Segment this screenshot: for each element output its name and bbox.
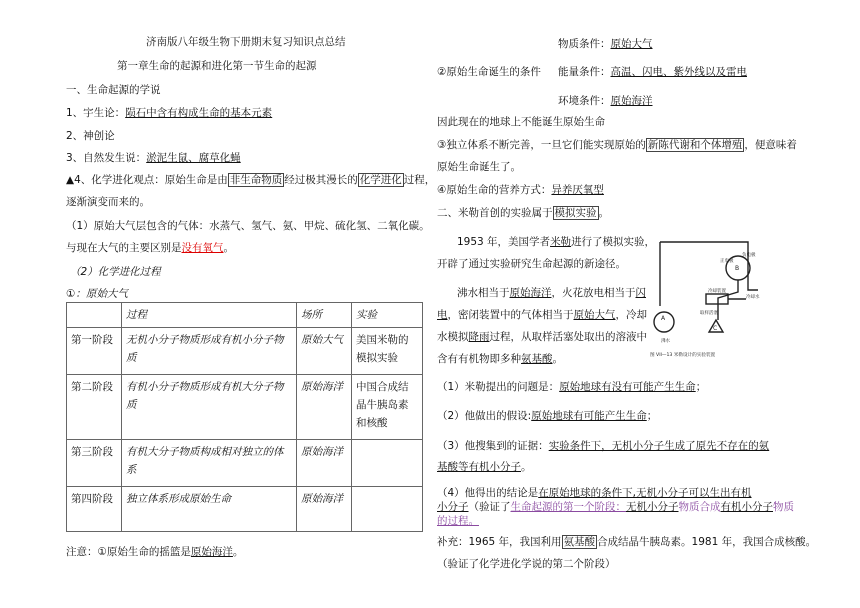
text-span: 米勒 [550, 236, 572, 248]
text-span: 环境条件： [558, 95, 611, 107]
text-span: 有机小分子 [720, 501, 773, 513]
keyword-box: 氨基酸 [563, 536, 596, 548]
table-header-cell: 场所 [297, 303, 352, 328]
point-3-cont: 原始生命诞生了。 [437, 161, 521, 173]
text-span: 物质条件： [558, 38, 611, 50]
keyword-box: 新陈代谢和个体增殖 [647, 139, 743, 151]
text-span: ，冷却 [615, 309, 647, 321]
table-cell: 无机小分子物质形成有机小分子物质 [122, 328, 297, 375]
chapter-subtitle: 第一章生命的起源和进化第一节生命的起源 [117, 60, 317, 72]
text-span: 1953 年，美国学者 [457, 236, 551, 248]
label-a: A [661, 315, 666, 322]
keyword-box: 化学进化 [359, 174, 402, 186]
supplement-line [437, 536, 816, 549]
condition-intro: ②原始生命诞生的条件 [437, 66, 541, 78]
label-b: B [735, 265, 740, 272]
table-header-cell [67, 303, 122, 328]
text-span: 与现在大气的主要区别是 [66, 242, 182, 254]
condition-material [558, 38, 653, 51]
text-span: ，火花放电相当于 [551, 287, 636, 299]
text-span: 氨基酸 [521, 353, 553, 365]
item-label: 1、宇生论： [66, 107, 126, 119]
table-cell: 第一阶段 [67, 328, 122, 375]
label-positive-electrode: 正电极 [720, 259, 734, 264]
text-span: 。 [552, 353, 563, 365]
table-cell: 第四阶段 [67, 487, 122, 532]
label-c: C [713, 325, 718, 332]
text-span: ，密闭装置中的气体相当于 [447, 309, 574, 321]
table-cell: 有机小分子物质形成有机大分子物质 [122, 375, 297, 440]
section-heading-2 [437, 207, 609, 220]
text-span: （3）他搜集到的证据： [437, 440, 549, 452]
question-4 [437, 487, 752, 500]
text-span: 原始大气 [610, 38, 653, 50]
point-4 [437, 184, 604, 197]
item-spontaneous-generation [66, 152, 241, 165]
text-span: 能量条件： [558, 66, 611, 78]
label-negative-electrode: 负电极 [742, 253, 756, 258]
table-cell: 原始海洋 [297, 375, 352, 440]
text-span: 基酸等有机小分子 [437, 461, 521, 473]
text-span: ④原始生命的营养方式： [437, 184, 552, 196]
question-1 [437, 381, 706, 394]
text-span: 原始大气 [573, 309, 616, 321]
keyword-box: 模拟实验 [554, 207, 597, 219]
text-span: 生命起源的第一个阶段： [510, 501, 626, 513]
text-span: 降雨 [468, 331, 490, 343]
table-cell: 原始大气 [297, 328, 352, 375]
text-span: 二、米勒首创的实验属于 [437, 207, 553, 219]
text-span: 。 [521, 461, 532, 473]
text-span: 过程， [403, 174, 436, 186]
label-sample-valve: 取样活塞 [700, 311, 718, 316]
label-cold-water: 冷却水 [746, 295, 760, 300]
text-span: 物质 [773, 501, 794, 513]
text-span: 水模拟 [437, 331, 469, 343]
question-2 [437, 410, 657, 423]
note-underline: 原始海洋 [190, 546, 233, 558]
text-span: 沸水相当于 [457, 287, 510, 299]
text-span: 小分子 [437, 501, 469, 513]
text-span: 。 [598, 207, 609, 219]
table-row [67, 440, 423, 487]
label-condenser: 冷却装置 [708, 289, 726, 294]
table-cell: 原始海洋 [297, 440, 352, 487]
text-span: 电 [437, 309, 448, 321]
text-span: 物质合成 [678, 501, 721, 513]
text-span: 的过程。 [437, 515, 479, 527]
item-chemical-evolution-cont: 逐渐演变而来的。 [66, 196, 150, 208]
item-text: 淤泥生鼠、腐草化蝇 [146, 152, 241, 164]
text-span: ③独立体系不断完善，一旦它们能实现原始的 [437, 139, 646, 151]
gas-line-2 [66, 242, 234, 255]
item-cosmic-origin [66, 107, 272, 120]
text-span: （2）他做出的假设: [437, 410, 532, 422]
table-cell: 第三阶段 [67, 440, 122, 487]
text-span: （4）他得出的结论是 [437, 487, 539, 499]
process-item: ①：原始大气 [66, 288, 128, 300]
item-text: 陨石中含有构成生命的基本元素 [125, 107, 273, 119]
table-row [67, 375, 423, 440]
item-label: 3、自然发生说： [66, 152, 147, 164]
section-heading-1: 一、生命起源的学说 [66, 84, 161, 96]
table-cell [352, 440, 423, 487]
figure-caption: 图 VII—13 米勒设计的实验装置 [650, 353, 716, 358]
text-span: 原始海洋 [610, 95, 653, 107]
text-span: ▲4、化学进化观点：原始生命是由 [66, 174, 228, 186]
gas-line-1: （1）原始大气层包含的气体：水蒸气、氢气、氨、甲烷、硫化氢、二氧化碳。 [66, 220, 430, 232]
para1-line1 [457, 236, 655, 249]
text-span: 实验条件下，无机小分子生成了原先不存在的氨 [548, 440, 770, 452]
text-span: 。 [232, 546, 244, 558]
para1-line2: 开辟了通过实验研究生命起源的新途径。 [437, 258, 626, 270]
text-span: 。 [223, 242, 234, 254]
table-cell [352, 487, 423, 532]
evolution-stages-table [66, 302, 423, 532]
table-row [67, 328, 423, 375]
text-span: 含有有机物即多种 [437, 353, 521, 365]
page-title: 济南版八年级生物下册期末复习知识点总结 [146, 36, 346, 48]
condition-environment [558, 95, 653, 108]
point-3 [437, 139, 797, 152]
table-cell: 美国米勒的模拟实验 [352, 328, 423, 375]
text-span: 合成结晶牛胰岛素。1981 年，我国合成核酸。 [597, 536, 817, 548]
now-line: 因此现在的地球上不能诞生原始生命 [437, 116, 605, 128]
text-span: 闪 [635, 287, 646, 299]
text-span: 在原始地球的条件下,无机小分子可以生出有机 [538, 487, 752, 499]
text-span: 经过极其漫长的 [284, 174, 358, 186]
table-header-row [67, 303, 423, 328]
para2-line4 [437, 353, 563, 366]
text-span: ； [695, 381, 707, 393]
table-cell: 有机大分子物质构成相对独立的体系 [122, 440, 297, 487]
supplement-line-2: （验证了化学进化学说的第二个阶段） [437, 558, 616, 570]
text-span: （1）米勒提出的问题是： [437, 381, 560, 393]
note-line [66, 546, 243, 559]
text-span: 原始地球有可能产生生命 [531, 410, 647, 422]
table-cell: 原始海洋 [297, 487, 352, 532]
text-span: （验证了 [468, 501, 511, 513]
text-span: ，便意味着 [744, 139, 797, 151]
keyword-box: 非生命物质 [229, 174, 283, 186]
table-cell: 第二阶段 [67, 375, 122, 440]
para2-line2 [437, 309, 647, 322]
process-title: （2）化学进化过程 [70, 266, 161, 278]
para2-line1 [457, 287, 646, 300]
text-span: 过程，从取样活塞处取出的溶液中 [489, 331, 647, 343]
condition-energy [558, 66, 747, 79]
miller-apparatus-figure [646, 234, 764, 360]
text-span: 无机小分子 [626, 501, 679, 513]
question-3-cont [437, 461, 532, 474]
table-cell: 中国合成结晶牛胰岛素和核酸 [352, 375, 423, 440]
text-span: ； [646, 410, 658, 422]
question-3 [437, 440, 769, 453]
table-header-cell: 实验 [352, 303, 423, 328]
text-span: 进行了模拟实验， [571, 236, 656, 248]
text-span: 原始地球有没有可能产生生命 [559, 381, 696, 393]
text-span: 注意：①原始生命的摇篮是 [66, 546, 191, 558]
text-span: 补充：1965 年，我国利用 [437, 536, 562, 548]
label-boiling-water: 沸水 [661, 339, 670, 344]
text-span: 高温、闪电、紫外线以及雷电 [610, 66, 747, 78]
para2-line3 [437, 331, 647, 344]
item-creationism: 2、神创论 [66, 130, 115, 142]
text-span: 原始海洋 [509, 287, 552, 299]
text-span: 异养厌氧型 [551, 184, 604, 196]
item-chemical-evolution [66, 174, 435, 187]
table-header-cell: 过程 [122, 303, 297, 328]
question-4-cont [437, 501, 794, 514]
highlight-no-oxygen: 没有氧气 [181, 242, 224, 254]
table-row [67, 487, 423, 532]
question-4-cont2 [437, 515, 479, 528]
table-cell: 独立体系形成原始生命 [122, 487, 297, 532]
